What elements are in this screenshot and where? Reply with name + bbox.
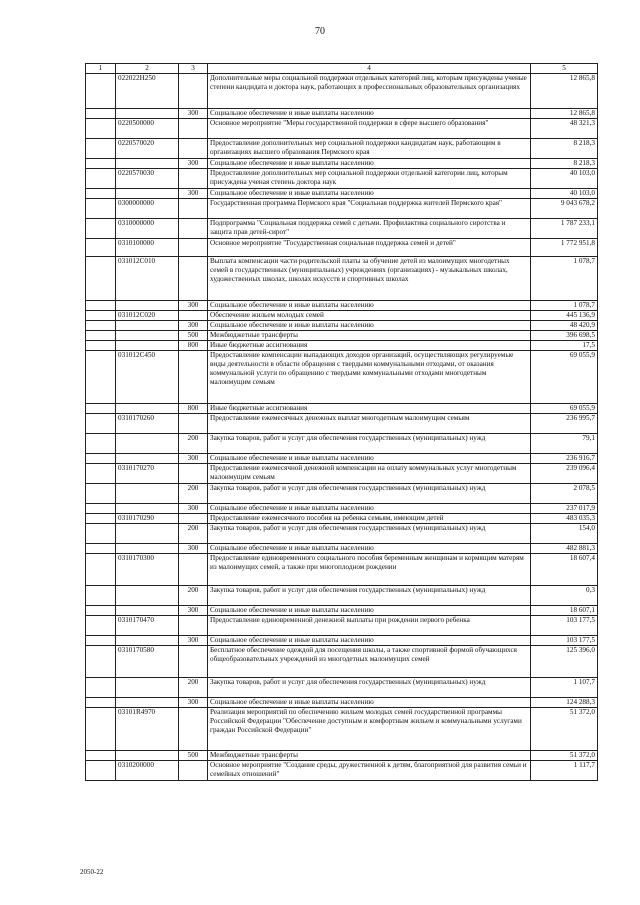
item-name-cell: Социальное обеспечение и иные выплаты населению <box>208 606 531 616</box>
table-row <box>86 189 598 199</box>
amount-cell: 69 055,9 <box>531 404 598 414</box>
table-row <box>86 239 598 257</box>
program-code-cell: 0310170290 <box>116 514 179 524</box>
amount-cell: 12 865,8 <box>531 109 598 119</box>
amount-cell: 79,1 <box>531 434 598 454</box>
table-row <box>86 199 598 219</box>
program-code-cell <box>116 321 179 331</box>
expense-type-cell: 800 <box>179 404 208 414</box>
table-row <box>86 311 598 321</box>
amount-cell: 239 096,4 <box>531 464 598 484</box>
program-code-cell: 0310170270 <box>116 464 179 484</box>
table-row <box>86 646 598 678</box>
program-code-cell <box>116 504 179 514</box>
header-col-4: 4 <box>208 64 531 74</box>
program-code-cell <box>116 524 179 544</box>
expense-type-cell: 300 <box>179 454 208 464</box>
table-row <box>86 351 598 404</box>
amount-cell: 40 103,0 <box>531 169 598 189</box>
table-row <box>86 321 598 331</box>
table-row <box>86 119 598 139</box>
amount-cell: 103 177,5 <box>531 616 598 636</box>
table-row <box>86 434 598 454</box>
table-row <box>86 169 598 189</box>
col-1-cell <box>86 454 116 464</box>
table-row <box>86 606 598 616</box>
col-1-cell <box>86 351 116 404</box>
expense-type-cell: 300 <box>179 544 208 554</box>
table-row <box>86 544 598 554</box>
amount-cell: 48 321,3 <box>531 119 598 139</box>
col-1-cell <box>86 404 116 414</box>
expense-type-cell: 800 <box>179 341 208 351</box>
amount-cell: 1 772 951,8 <box>531 239 598 257</box>
expense-type-cell <box>179 219 208 239</box>
program-code-cell <box>116 159 179 169</box>
item-name-cell: Дополнительные меры социальной поддержки отдельных категорий лиц, которым присуждены ученые степени кандидата и доктора наук, работающих в профессиональных образовательных организациях <box>208 74 531 109</box>
expense-type-cell <box>179 199 208 219</box>
table-row <box>86 74 598 109</box>
amount-cell: 8 218,3 <box>531 159 598 169</box>
item-name-cell: Социальное обеспечение и иные выплаты населению <box>208 321 531 331</box>
program-code-cell <box>116 544 179 554</box>
col-1-cell <box>86 239 116 257</box>
amount-cell: 40 103,0 <box>531 189 598 199</box>
program-code-cell: 0310000000 <box>116 219 179 239</box>
col-1-cell <box>86 708 116 751</box>
col-1-cell <box>86 616 116 636</box>
col-1-cell <box>86 311 116 321</box>
item-name-cell: Предоставление единовременной денежной выплаты при рождении первого ребенка <box>208 616 531 636</box>
amount-cell: 236 995,7 <box>531 414 598 434</box>
header-row <box>86 64 598 74</box>
expense-type-cell <box>179 311 208 321</box>
item-name-cell: Межбюджетные трансферты <box>208 331 531 341</box>
program-code-cell: 03101R4970 <box>116 708 179 751</box>
amount-cell: 1 787 233,1 <box>531 219 598 239</box>
expense-type-cell: 300 <box>179 159 208 169</box>
header-col-1: 1 <box>86 64 116 74</box>
table-body <box>86 74 598 781</box>
table-row <box>86 257 598 301</box>
table-row <box>86 616 598 636</box>
table-row <box>86 484 598 504</box>
header-col-5: 5 <box>531 64 598 74</box>
table-row <box>86 454 598 464</box>
amount-cell: 9 043 678,2 <box>531 199 598 219</box>
expense-type-cell <box>179 708 208 751</box>
expense-type-cell <box>179 514 208 524</box>
col-1-cell <box>86 199 116 219</box>
item-name-cell: Социальное обеспечение и иные выплаты населению <box>208 698 531 708</box>
amount-cell: 69 055,9 <box>531 351 598 404</box>
table-row <box>86 586 598 606</box>
col-1-cell <box>86 504 116 514</box>
amount-cell: 445 136,9 <box>531 311 598 321</box>
expense-type-cell: 200 <box>179 586 208 606</box>
col-1-cell <box>86 586 116 606</box>
amount-cell: 236 916,7 <box>531 454 598 464</box>
header-col-2: 2 <box>116 64 179 74</box>
program-code-cell: 022022Н250 <box>116 74 179 109</box>
expense-type-cell <box>179 646 208 678</box>
amount-cell: 0,3 <box>531 586 598 606</box>
amount-cell: 18 607,4 <box>531 554 598 586</box>
col-1-cell <box>86 189 116 199</box>
col-1-cell <box>86 646 116 678</box>
amount-cell: 8 218,3 <box>531 139 598 159</box>
col-1-cell <box>86 544 116 554</box>
amount-cell: 237 017,9 <box>531 504 598 514</box>
expense-type-cell <box>179 139 208 159</box>
col-1-cell <box>86 169 116 189</box>
program-code-cell: 031012С020 <box>116 311 179 321</box>
program-code-cell <box>116 404 179 414</box>
item-name-cell: Социальное обеспечение и иные выплаты населению <box>208 504 531 514</box>
table-row <box>86 636 598 646</box>
amount-cell: 483 035,3 <box>531 514 598 524</box>
col-1-cell <box>86 331 116 341</box>
col-1-cell <box>86 698 116 708</box>
item-name-cell: Иные бюджетные ассигнования <box>208 404 531 414</box>
program-code-cell: 0220570020 <box>116 139 179 159</box>
item-name-cell: Предоставление ежемесячной денежной компенсации на оплату коммунальных услуг многодетным малоимущим семьям <box>208 464 531 484</box>
program-code-cell <box>116 484 179 504</box>
program-code-cell: 0310170260 <box>116 414 179 434</box>
table-row <box>86 414 598 434</box>
table-row <box>86 761 598 781</box>
col-1-cell <box>86 74 116 109</box>
program-code-cell: 0310170470 <box>116 616 179 636</box>
program-code-cell: 0310170300 <box>116 554 179 586</box>
item-name-cell: Основное мероприятие "Меры государственной поддержки в сфере высшего образования" <box>208 119 531 139</box>
table-row <box>86 554 598 586</box>
col-1-cell <box>86 636 116 646</box>
amount-cell: 1 107,7 <box>531 678 598 698</box>
program-code-cell: 031012С010 <box>116 257 179 301</box>
item-name-cell: Закупка товаров, работ и услуг для обеспечения государственных (муниципальных) нужд <box>208 586 531 606</box>
item-name-cell: Предоставление дополнительных мер социальной поддержки кандидатам наук, работающим в организациях высшего образования Пермского края <box>208 139 531 159</box>
table-row <box>86 341 598 351</box>
expense-type-cell <box>179 239 208 257</box>
program-code-cell: 0310170580 <box>116 646 179 678</box>
footer-code: 2050-22 <box>80 868 104 876</box>
amount-cell: 51 372,0 <box>531 708 598 751</box>
table-row <box>86 109 598 119</box>
col-1-cell <box>86 678 116 698</box>
program-code-cell <box>116 109 179 119</box>
item-name-cell: Социальное обеспечение и иные выплаты населению <box>208 301 531 311</box>
expense-type-cell <box>179 119 208 139</box>
amount-cell: 1 078,7 <box>531 301 598 311</box>
expense-type-cell: 300 <box>179 698 208 708</box>
amount-cell: 124 288,3 <box>531 698 598 708</box>
table-row <box>86 514 598 524</box>
table-row <box>86 159 598 169</box>
table-row <box>86 708 598 751</box>
amount-cell: 1 117,7 <box>531 761 598 781</box>
table-row <box>86 698 598 708</box>
amount-cell: 482 881,3 <box>531 544 598 554</box>
item-name-cell: Социальное обеспечение и иные выплаты населению <box>208 454 531 464</box>
col-1-cell <box>86 606 116 616</box>
amount-cell: 154,0 <box>531 524 598 544</box>
item-name-cell: Государственная программа Пермского края "Социальная поддержка жителей Пермского края" <box>208 199 531 219</box>
col-1-cell <box>86 524 116 544</box>
expense-type-cell <box>179 169 208 189</box>
program-code-cell: 031012С450 <box>116 351 179 404</box>
col-1-cell <box>86 761 116 781</box>
expense-type-cell: 200 <box>179 524 208 544</box>
item-name-cell: Межбюджетные трансферты <box>208 751 531 761</box>
program-code-cell: 0220500000 <box>116 119 179 139</box>
amount-cell: 51 372,0 <box>531 751 598 761</box>
col-1-cell <box>86 219 116 239</box>
expense-type-cell <box>179 351 208 404</box>
col-1-cell <box>86 484 116 504</box>
col-1-cell <box>86 464 116 484</box>
table-row <box>86 139 598 159</box>
expense-type-cell: 500 <box>179 331 208 341</box>
item-name-cell: Реализация мероприятий по обеспечению жильем молодых семей государственной программы Российской Федерации "Обеспечение доступным и комфортным жильем и коммунальными услугами граждан Российской Федерации" <box>208 708 531 751</box>
amount-cell: 48 420,9 <box>531 321 598 331</box>
item-name-cell: Социальное обеспечение и иные выплаты населению <box>208 636 531 646</box>
program-code-cell: 0310100000 <box>116 239 179 257</box>
table-row <box>86 331 598 341</box>
program-code-cell <box>116 454 179 464</box>
col-1-cell <box>86 119 116 139</box>
expense-type-cell <box>179 414 208 434</box>
item-name-cell: Предоставление ежемесячных денежных выплат многодетным малоимущим семьям <box>208 414 531 434</box>
amount-cell: 2 078,5 <box>531 484 598 504</box>
page-number: 70 <box>315 26 325 37</box>
expense-type-cell: 300 <box>179 321 208 331</box>
program-code-cell <box>116 189 179 199</box>
program-code-cell <box>116 301 179 311</box>
table-row <box>86 219 598 239</box>
item-name-cell: Предоставление единовременного социального пособия беременным женщинам и кормящим матерям из малоимущих семей, а также при многоплодном рождении <box>208 554 531 586</box>
expense-type-cell: 300 <box>179 301 208 311</box>
amount-cell: 12 865,8 <box>531 74 598 109</box>
expense-type-cell: 300 <box>179 636 208 646</box>
expense-type-cell: 300 <box>179 109 208 119</box>
expense-type-cell <box>179 554 208 586</box>
expense-type-cell: 300 <box>179 504 208 514</box>
item-name-cell: Предоставление компенсации выпадающих доходов организаций, осуществляющих регулируемые виды деятельности в области обращения с твердыми коммунальными отходами, от оказания коммунальной услуги по обращению с твердыми коммунальными отходами многодетным малоимущим семьям <box>208 351 531 404</box>
item-name-cell: Социальное обеспечение и иные выплаты населению <box>208 189 531 199</box>
table-row <box>86 524 598 544</box>
expense-type-cell: 200 <box>179 484 208 504</box>
item-name-cell: Закупка товаров, работ и услуг для обеспечения государственных (муниципальных) нужд <box>208 434 531 454</box>
table-row <box>86 464 598 484</box>
item-name-cell: Предоставление ежемесячного пособия на ребенка семьям, имеющим детей <box>208 514 531 524</box>
item-name-cell: Бесплатное обеспечение одеждой для посещения школы, а также спортивной формой обучающихся общеобразовательных учреждений из многодетных малоимущих семей <box>208 646 531 678</box>
col-1-cell <box>86 554 116 586</box>
program-code-cell <box>116 434 179 454</box>
col-1-cell <box>86 751 116 761</box>
program-code-cell: 0220570030 <box>116 169 179 189</box>
program-code-cell <box>116 636 179 646</box>
col-1-cell <box>86 434 116 454</box>
table-row <box>86 404 598 414</box>
program-code-cell <box>116 698 179 708</box>
item-name-cell: Подпрограмма "Социальная поддержка семей с детьми. Профилактика социального сиротства и защита прав детей-сирот" <box>208 219 531 239</box>
expense-type-cell <box>179 761 208 781</box>
expense-type-cell: 300 <box>179 606 208 616</box>
col-1-cell <box>86 109 116 119</box>
program-code-cell <box>116 331 179 341</box>
expense-type-cell: 300 <box>179 189 208 199</box>
program-code-cell <box>116 678 179 698</box>
item-name-cell: Выплата компенсации части родительской платы за обучение детей из малоимущих многодетных семей в государственных (муниципальных) учреждениях (организациях) - музыкальных школах, художественных школах, школах искусств и спортивных школах <box>208 257 531 301</box>
col-1-cell <box>86 257 116 301</box>
program-code-cell <box>116 341 179 351</box>
amount-cell: 125 396,0 <box>531 646 598 678</box>
item-name-cell: Закупка товаров, работ и услуг для обеспечения государственных (муниципальных) нужд <box>208 484 531 504</box>
col-1-cell <box>86 341 116 351</box>
expense-type-cell <box>179 464 208 484</box>
item-name-cell: Закупка товаров, работ и услуг для обеспечения государственных (муниципальных) нужд <box>208 678 531 698</box>
budget-table <box>85 63 598 781</box>
item-name-cell: Социальное обеспечение и иные выплаты населению <box>208 109 531 119</box>
item-name-cell: Предоставление дополнительных мер социальной поддержки отдельной категории лиц, которым присуждена ученая степень доктора наук <box>208 169 531 189</box>
col-1-cell <box>86 321 116 331</box>
item-name-cell: Основное мероприятие "Государственная социальная поддержка семей и детей" <box>208 239 531 257</box>
amount-cell: 1 078,7 <box>531 257 598 301</box>
program-code-cell <box>116 606 179 616</box>
table-row <box>86 504 598 514</box>
item-name-cell: Закупка товаров, работ и услуг для обеспечения государственных (муниципальных) нужд <box>208 524 531 544</box>
expense-type-cell <box>179 74 208 109</box>
expense-type-cell <box>179 616 208 636</box>
program-code-cell <box>116 751 179 761</box>
item-name-cell: Социальное обеспечение и иные выплаты населению <box>208 159 531 169</box>
amount-cell: 18 607,1 <box>531 606 598 616</box>
program-code-cell: 0300000000 <box>116 199 179 219</box>
program-code-cell <box>116 586 179 606</box>
item-name-cell: Обеспечение жильем молодых семей <box>208 311 531 321</box>
item-name-cell: Социальное обеспечение и иные выплаты населению <box>208 544 531 554</box>
expense-type-cell <box>179 257 208 301</box>
amount-cell: 396 698,5 <box>531 331 598 341</box>
item-name-cell: Основное мероприятие "Создание среды, дружественной к детям, благоприятной для развития семьи и семейных отношений" <box>208 761 531 781</box>
col-1-cell <box>86 414 116 434</box>
expense-type-cell: 500 <box>179 751 208 761</box>
table-row <box>86 678 598 698</box>
item-name-cell: Иные бюджетные ассигнования <box>208 341 531 351</box>
header-col-3: 3 <box>179 64 208 74</box>
amount-cell: 103 177,5 <box>531 636 598 646</box>
expense-type-cell: 200 <box>179 434 208 454</box>
col-1-cell <box>86 159 116 169</box>
col-1-cell <box>86 514 116 524</box>
col-1-cell <box>86 139 116 159</box>
table-row <box>86 751 598 761</box>
program-code-cell: 0310200000 <box>116 761 179 781</box>
col-1-cell <box>86 301 116 311</box>
table-row <box>86 301 598 311</box>
expense-type-cell: 200 <box>179 678 208 698</box>
amount-cell: 17,5 <box>531 341 598 351</box>
